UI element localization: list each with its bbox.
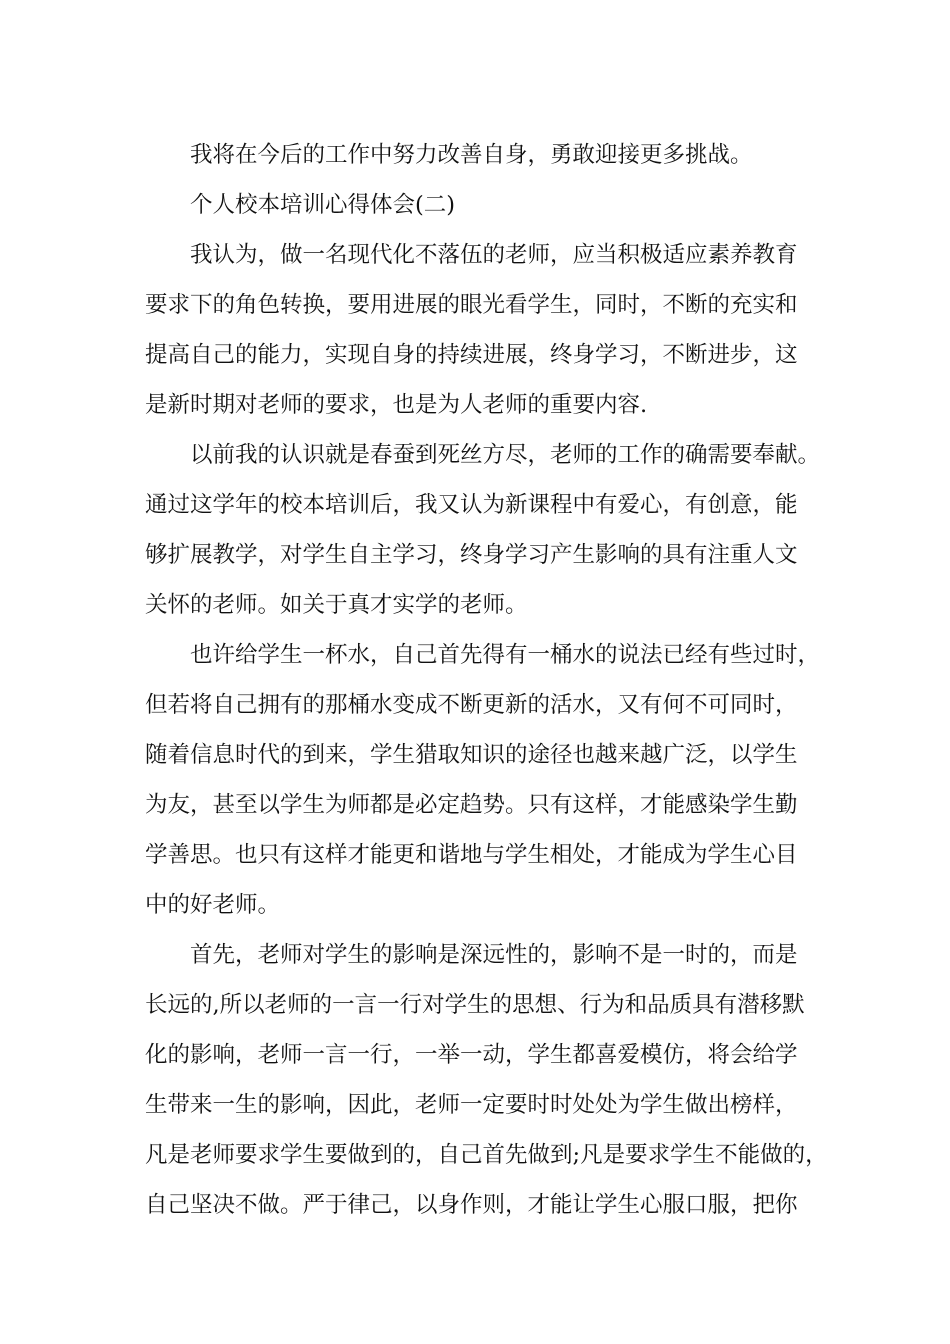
paragraph-line: 化的影响，老师一言一行，一举一动，学生都喜爱模仿，将会给学	[145, 1042, 798, 1068]
paragraph-line: 关怀的老师。如关于真才实学的老师。	[145, 592, 528, 618]
paragraph-line: 我认为，做一名现代化不落伍的老师，应当积极适应素养教育	[190, 242, 798, 268]
document-body	[145, 130, 835, 1230]
paragraph-line: 自己坚决不做。严于律己，以身作则，才能让学生心服口服，把你	[145, 1192, 798, 1218]
paragraph-line: 是新时期对老师的要求，也是为人老师的重要内容.	[145, 392, 648, 418]
paragraph-line: 中的好老师。	[145, 892, 281, 918]
paragraph-line: 凡是老师要求学生要做到的，自己首先做到;凡是要求学生不能做的，	[145, 1142, 828, 1168]
paragraph-line: 随着信息时代的到来，学生猎取知识的途径也越来越广泛，以学生	[145, 742, 798, 768]
paragraph-line: 也许给学生一杯水，自己首先得有一桶水的说法已经有些过时，	[190, 642, 821, 668]
paragraph-line: 为友，甚至以学生为师都是必定趋势。只有这样，才能感染学生勤	[145, 792, 798, 818]
paragraph-line: 但若将自己拥有的那桶水变成不断更新的活水，又有何不可同时，	[145, 692, 798, 718]
paragraph-line: 学善思。也只有这样才能更和谐地与学生相处，才能成为学生心目	[145, 842, 798, 868]
paragraph-line: 够扩展教学，对学生自主学习，终身学习产生影响的具有注重人文	[145, 542, 798, 568]
paragraph-line: 以前我的认识就是春蚕到死丝方尽，老师的工作的确需要奉献。	[190, 442, 821, 468]
paragraph-line: 要求下的角色转换，要用进展的眼光看学生，同时，不断的充实和	[145, 292, 798, 318]
text-line: 我将在今后的工作中努力改善自身，勇敢迎接更多挑战。	[190, 142, 753, 168]
paragraph-line: 通过这学年的校本培训后，我又认为新课程中有爱心，有创意，能	[145, 492, 798, 518]
paragraph-line: 提高自己的能力，实现自身的持续进展，终身学习，不断进步，这	[145, 342, 798, 368]
paragraph-line: 长远的,所以老师的一言一行对学生的思想、行为和品质具有潜移默	[145, 992, 805, 1018]
paragraph-line: 生带来一生的影响，因此，老师一定要时时处处为学生做出榜样，	[145, 1092, 798, 1118]
section-heading: 个人校本培训心得体会(二)	[190, 192, 456, 218]
paragraph-line: 首先，老师对学生的影响是深远性的，影响不是一时的，而是	[190, 942, 798, 968]
